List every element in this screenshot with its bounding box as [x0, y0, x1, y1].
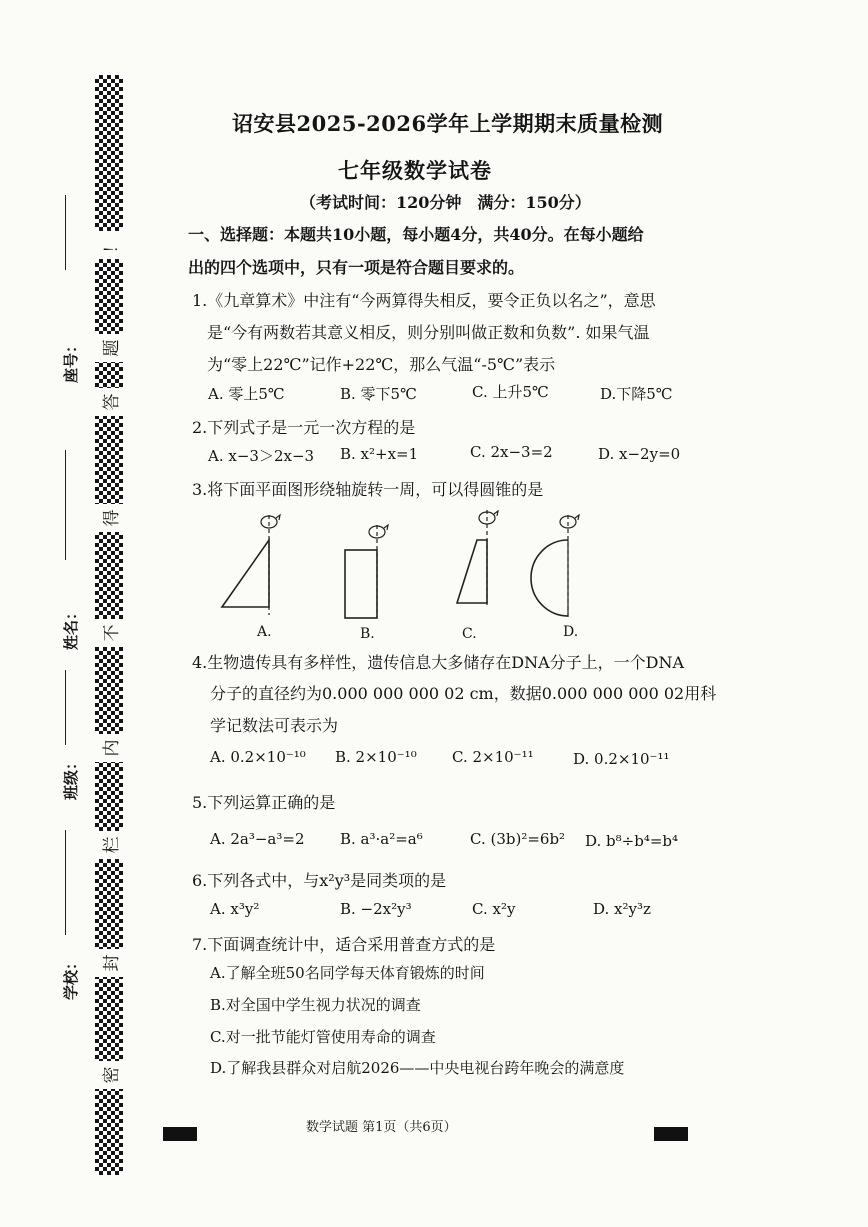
exam-title: 诏安县2025-2026学年上学期期末质量检测 [232, 111, 664, 136]
q1-option-a: A. 零上5℃ [208, 385, 285, 403]
seal-char: 不 [89, 619, 129, 647]
seal-char: 内 [89, 734, 129, 762]
section-intro-line1: 一、选择题：本题共10小题，每小题4分，共40分。在每小题给 [188, 225, 644, 244]
seal-char: ！ [89, 231, 129, 259]
q4-option-c: C. 2×10⁻¹¹ [452, 748, 534, 766]
q3-figure-c [455, 510, 515, 620]
q3-figure-d [530, 510, 590, 620]
q5-option-a: A. 2a³−a³=2 [210, 830, 305, 848]
q7-option-a: A.了解全班50名同学每天体育锻炼的时间 [210, 964, 485, 982]
seal-char: 栏 [89, 831, 129, 859]
seal-char: 得 [89, 504, 129, 532]
q5-option-c: C. (3b)²=6b² [470, 830, 566, 848]
field-label: 班级： [62, 754, 80, 800]
q1-line1: 1.《九章算术》中注有“今两算得失相反，要令正负以名之”，意思 [192, 291, 656, 310]
q7-stem: 7.下面调查统计中，适合采用普查方式的是 [192, 935, 496, 954]
q4-line2: 分子的直径约为0.000 000 000 02 cm，数据0.000 000 000 02用科 [210, 684, 717, 703]
q1-line2: 是“今有两数若其意义相反，则分别叫做正数和负数”. 如果气温 [207, 323, 650, 342]
registration-mark-left [163, 1127, 197, 1141]
q6-option-d: D. x²y³z [593, 900, 651, 918]
q6-stem: 6.下列各式中，与x²y³是同类项的是 [192, 871, 447, 890]
seal-char: 封 [89, 949, 129, 977]
seal-char: 题 [89, 334, 129, 362]
seal-char: 答 [89, 388, 129, 416]
q1-option-c: C. 上升5℃ [472, 383, 549, 401]
q4-line3: 学记数法可表示为 [210, 716, 339, 735]
q4-option-d: D. 0.2×10⁻¹¹ [573, 750, 670, 768]
q5-stem: 5.下列运算正确的是 [192, 793, 336, 812]
registration-mark-right [654, 1127, 688, 1141]
q1-option-b: B. 零下5℃ [340, 385, 417, 403]
q3-label-d: D. [563, 624, 579, 640]
section-intro-line2: 出的四个选项中，只有一项是符合题目要求的。 [188, 258, 525, 277]
seal-char: 密 [89, 1061, 129, 1089]
q6-option-b: B. −2x²y³ [340, 900, 412, 918]
q1-line3: 为“零上22℃”记作+22℃，那么气温“-5℃”表示 [207, 355, 556, 374]
q7-option-c: C.对一批节能灯管使用寿命的调查 [210, 1028, 436, 1046]
q7-option-b: B.对全国中学生视力状况的调查 [210, 996, 421, 1014]
q4-option-b: B. 2×10⁻¹⁰ [335, 748, 417, 766]
field-label: 学校： [62, 954, 80, 1000]
q2-option-d: D. x−2y=0 [598, 445, 681, 463]
q2-option-a: A. x−3＞2x−3 [208, 447, 315, 465]
q3-label-a: A. [257, 624, 272, 640]
q1-option-d: D.下降5℃ [600, 385, 673, 403]
q6-option-a: A. x³y² [210, 900, 260, 918]
q3-label-b: B. [360, 626, 375, 642]
q4-option-a: A. 0.2×10⁻¹⁰ [210, 748, 306, 766]
q5-option-d: D. b⁸÷b⁴=b⁴ [585, 832, 679, 850]
binding-strip [95, 75, 123, 1175]
q6-option-c: C. x²y [472, 900, 516, 918]
q2-option-c: C. 2x−3=2 [470, 443, 553, 461]
field-label: 座号： [62, 337, 80, 383]
q7-option-d: D.了解我县群众对启航2026——中央电视台跨年晚会的满意度 [210, 1059, 625, 1077]
q2-stem: 2.下列式子是一元一次方程的是 [192, 418, 416, 437]
exam-info: （考试时间：120分钟 满分：150分） [300, 193, 591, 212]
field-label: 姓名： [62, 604, 80, 650]
q3-figure-a [212, 510, 288, 620]
q4-line1: 4.生物遗传具有多样性，遗传信息大多储存在DNA分子上，一个DNA [192, 653, 685, 672]
q3-stem: 3.将下面平面图形绕轴旋转一周，可以得圆锥的是 [192, 480, 544, 499]
q2-option-b: B. x²+x=1 [340, 445, 419, 463]
q3-figure-b [335, 510, 395, 620]
q3-label-c: C. [462, 626, 477, 642]
exam-subtitle: 七年级数学试卷 [338, 158, 492, 183]
page-footer: 数学试题 第1页（共6页） [306, 1120, 457, 1135]
q5-option-b: B. a³·a²=a⁶ [340, 830, 423, 848]
